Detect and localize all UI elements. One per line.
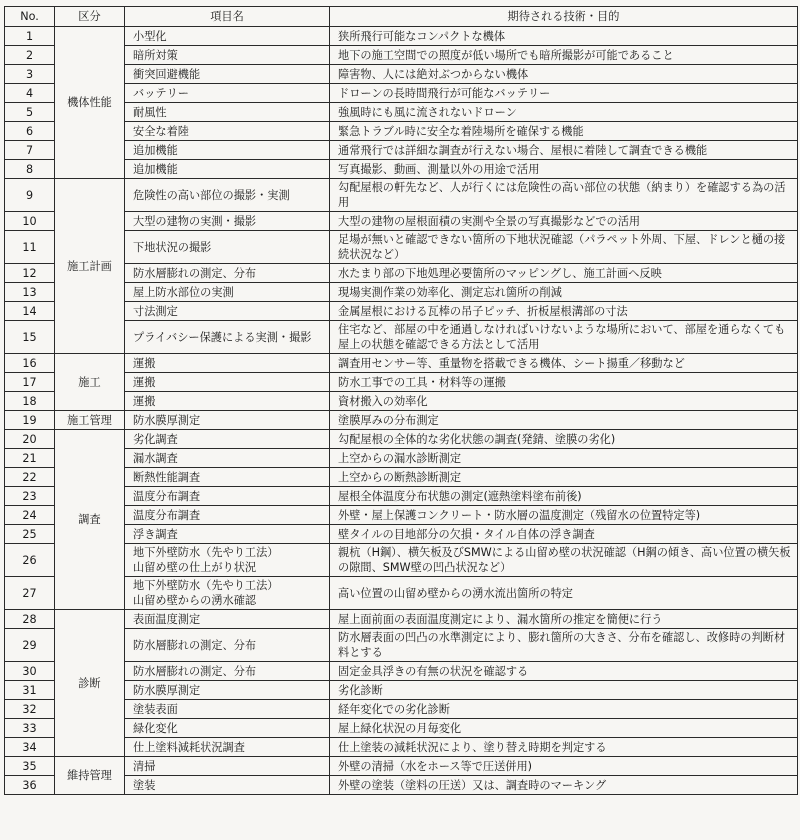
item-name-cell: 追加機能 bbox=[125, 160, 330, 179]
row-number: 1 bbox=[5, 27, 55, 46]
row-number: 25 bbox=[5, 525, 55, 544]
item-name-cell: 温度分布調査 bbox=[125, 487, 330, 506]
item-name-cell: 追加機能 bbox=[125, 141, 330, 160]
row-number: 11 bbox=[5, 231, 55, 264]
item-name-cell: 屋上防水部位の実測 bbox=[125, 283, 330, 302]
row-number: 29 bbox=[5, 629, 55, 662]
expected-technology-cell: 水たまり部の下地処理必要箇所のマッピングし、施工計画へ反映 bbox=[330, 264, 798, 283]
row-number: 19 bbox=[5, 411, 55, 430]
row-number: 18 bbox=[5, 392, 55, 411]
category-cell: 機体性能 bbox=[55, 27, 125, 179]
item-name-cell: 運搬 bbox=[125, 354, 330, 373]
item-name-cell: 地下外壁防水（先やり工法） 山留め壁の仕上がり状況 bbox=[125, 544, 330, 577]
expected-technology-cell: 外壁・屋上保護コンクリート・防水層の温度測定（残留水の位置特定等) bbox=[330, 506, 798, 525]
category-cell: 施工管理 bbox=[55, 411, 125, 430]
expected-technology-cell: 仕上塗装の減耗状況により、塗り替え時期を判定する bbox=[330, 738, 798, 757]
expected-technology-cell: 写真撮影、動画、測量以外の用途で活用 bbox=[330, 160, 798, 179]
expected-technology-cell: 防水工事での工具・材料等の運搬 bbox=[330, 373, 798, 392]
expected-technology-cell: 屋根全体温度分布状態の測定(遮熱塗料塗布前後) bbox=[330, 487, 798, 506]
item-name-cell: プライバシー保護による実測・撮影 bbox=[125, 321, 330, 354]
item-name-cell: 防水層膨れの測定、分布 bbox=[125, 264, 330, 283]
item-name-cell: 安全な着陸 bbox=[125, 122, 330, 141]
row-number: 21 bbox=[5, 449, 55, 468]
row-number: 8 bbox=[5, 160, 55, 179]
row-number: 30 bbox=[5, 662, 55, 681]
expected-technology-cell: 上空からの漏水診断測定 bbox=[330, 449, 798, 468]
table-body bbox=[5, 27, 798, 795]
row-number: 34 bbox=[5, 738, 55, 757]
expected-technology-cell: 障害物、人には絶対ぶつからない機体 bbox=[330, 65, 798, 84]
row-number: 27 bbox=[5, 577, 55, 610]
table-row bbox=[5, 179, 798, 212]
item-name-cell: 防水膜厚測定 bbox=[125, 681, 330, 700]
expected-technology-cell: 現場実測作業の効率化、測定忘れ箇所の削減 bbox=[330, 283, 798, 302]
expected-technology-cell: ドローンの長時間飛行が可能なバッテリー bbox=[330, 84, 798, 103]
table-row bbox=[5, 757, 798, 776]
expected-technology-cell: 外壁の清掃（水をホース等で圧送併用) bbox=[330, 757, 798, 776]
item-name-cell: 運搬 bbox=[125, 373, 330, 392]
item-name-cell: 劣化調査 bbox=[125, 430, 330, 449]
row-number: 6 bbox=[5, 122, 55, 141]
item-name-cell: バッテリー bbox=[125, 84, 330, 103]
row-number: 13 bbox=[5, 283, 55, 302]
table-row bbox=[5, 610, 798, 629]
row-number: 36 bbox=[5, 776, 55, 795]
item-name-cell: 塗装表面 bbox=[125, 700, 330, 719]
expected-technology-cell: 経年変化での劣化診断 bbox=[330, 700, 798, 719]
row-number: 10 bbox=[5, 212, 55, 231]
item-name-cell: 防水層膨れの測定、分布 bbox=[125, 662, 330, 681]
item-name-cell: 暗所対策 bbox=[125, 46, 330, 65]
row-number: 12 bbox=[5, 264, 55, 283]
item-name-cell: 小型化 bbox=[125, 27, 330, 46]
expected-technology-cell: 親杭（H鋼）、横矢板及びSMWによる山留め壁の状況確認（H鋼の傾き、高い位置の横矢板の隙間、SMW壁の凹凸状況など） bbox=[330, 544, 798, 577]
category-cell: 施工計画 bbox=[55, 179, 125, 354]
expected-technology-cell: 強風時にも風に流されないドローン bbox=[330, 103, 798, 122]
expected-technology-cell: 狭所飛行可能なコンパクトな機体 bbox=[330, 27, 798, 46]
header-no: No. bbox=[5, 7, 55, 27]
table-row bbox=[5, 27, 798, 46]
expected-technology-cell: 外壁の塗装（塗料の圧送）又は、調査時のマーキング bbox=[330, 776, 798, 795]
header-technology: 期待される技術・目的 bbox=[330, 7, 798, 27]
item-name-cell: 運搬 bbox=[125, 392, 330, 411]
row-number: 16 bbox=[5, 354, 55, 373]
item-name-cell: 防水層膨れの測定、分布 bbox=[125, 629, 330, 662]
expected-technology-cell: 地下の施工空間での照度が低い場所でも暗所撮影が可能であること bbox=[330, 46, 798, 65]
item-name-cell: 表面温度測定 bbox=[125, 610, 330, 629]
item-name-cell: 大型の建物の実測・撮影 bbox=[125, 212, 330, 231]
expected-technology-cell: 壁タイルの目地部分の欠損・タイル自体の浮き調査 bbox=[330, 525, 798, 544]
expected-technology-cell: 塗膜厚みの分布測定 bbox=[330, 411, 798, 430]
expected-technology-cell: 金属屋根における瓦棒の吊子ピッチ、折板屋根溝部の寸法 bbox=[330, 302, 798, 321]
row-number: 15 bbox=[5, 321, 55, 354]
table-row bbox=[5, 354, 798, 373]
item-name-cell: 漏水調査 bbox=[125, 449, 330, 468]
item-name-cell: 寸法測定 bbox=[125, 302, 330, 321]
technology-requirements-table bbox=[4, 6, 798, 795]
item-name-cell: 断熱性能調査 bbox=[125, 468, 330, 487]
expected-technology-cell: 劣化診断 bbox=[330, 681, 798, 700]
item-name-cell: 地下外壁防水（先やり工法） 山留め壁からの湧水確認 bbox=[125, 577, 330, 610]
category-cell: 診断 bbox=[55, 610, 125, 757]
expected-technology-cell: 調査用センサー等、重量物を搭載できる機体、シート揚重／移動など bbox=[330, 354, 798, 373]
expected-technology-cell: 通常飛行では詳細な調査が行えない場合、屋根に着陸して調査できる機能 bbox=[330, 141, 798, 160]
item-name-cell: 防水膜厚測定 bbox=[125, 411, 330, 430]
row-number: 2 bbox=[5, 46, 55, 65]
row-number: 31 bbox=[5, 681, 55, 700]
row-number: 4 bbox=[5, 84, 55, 103]
item-name-cell: 清掃 bbox=[125, 757, 330, 776]
header-item: 項目名 bbox=[125, 7, 330, 27]
item-name-cell: 緑化変化 bbox=[125, 719, 330, 738]
item-name-cell: 塗装 bbox=[125, 776, 330, 795]
item-name-cell: 衝突回避機能 bbox=[125, 65, 330, 84]
expected-technology-cell: 防水層表面の凹凸の水準測定により、膨れ箇所の大きさ、分布を確認し、改修時の判断材料とする bbox=[330, 629, 798, 662]
expected-technology-cell: 勾配屋根の全体的な劣化状態の調査(発錆、塗膜の劣化) bbox=[330, 430, 798, 449]
table-row bbox=[5, 430, 798, 449]
row-number: 20 bbox=[5, 430, 55, 449]
expected-technology-cell: 高い位置の山留め壁からの湧水流出箇所の特定 bbox=[330, 577, 798, 610]
category-cell: 施工 bbox=[55, 354, 125, 411]
category-cell: 調査 bbox=[55, 430, 125, 610]
item-name-cell: 仕上塗料減耗状況調査 bbox=[125, 738, 330, 757]
row-number: 28 bbox=[5, 610, 55, 629]
expected-technology-cell: 屋上面前面の表面温度測定により、漏水箇所の推定を簡便に行う bbox=[330, 610, 798, 629]
expected-technology-cell: 上空からの断熱診断測定 bbox=[330, 468, 798, 487]
expected-technology-cell: 屋上緑化状況の月毎変化 bbox=[330, 719, 798, 738]
row-number: 23 bbox=[5, 487, 55, 506]
expected-technology-cell: 足場が無いと確認できない箇所の下地状況確認（パラペット外周、下屋、ドレンと樋の接続状況など） bbox=[330, 231, 798, 264]
expected-technology-cell: 勾配屋根の軒先など、人が行くには危険性の高い部位の状態（納まり）を確認する為の活用 bbox=[330, 179, 798, 212]
expected-technology-cell: 固定金具浮きの有無の状況を確認する bbox=[330, 662, 798, 681]
row-number: 22 bbox=[5, 468, 55, 487]
row-number: 26 bbox=[5, 544, 55, 577]
row-number: 35 bbox=[5, 757, 55, 776]
row-number: 32 bbox=[5, 700, 55, 719]
expected-technology-cell: 大型の建物の屋根面積の実測や全景の写真撮影などでの活用 bbox=[330, 212, 798, 231]
item-name-cell: 耐風性 bbox=[125, 103, 330, 122]
table-row bbox=[5, 411, 798, 430]
category-cell: 維持管理 bbox=[55, 757, 125, 795]
row-number: 24 bbox=[5, 506, 55, 525]
row-number: 3 bbox=[5, 65, 55, 84]
expected-technology-cell: 資材搬入の効率化 bbox=[330, 392, 798, 411]
item-name-cell: 浮き調査 bbox=[125, 525, 330, 544]
row-number: 33 bbox=[5, 719, 55, 738]
header-category: 区分 bbox=[55, 7, 125, 27]
row-number: 17 bbox=[5, 373, 55, 392]
expected-technology-cell: 住宅など、部屋の中を通過しなければいけないような場所において、部屋を通らなくても屋上の状態を確認できる方法として活用 bbox=[330, 321, 798, 354]
item-name-cell: 下地状況の撮影 bbox=[125, 231, 330, 264]
row-number: 14 bbox=[5, 302, 55, 321]
row-number: 5 bbox=[5, 103, 55, 122]
item-name-cell: 温度分布調査 bbox=[125, 506, 330, 525]
expected-technology-cell: 緊急トラブル時に安全な着陸場所を確保する機能 bbox=[330, 122, 798, 141]
item-name-cell: 危険性の高い部位の撮影・実測 bbox=[125, 179, 330, 212]
row-number: 7 bbox=[5, 141, 55, 160]
header-row bbox=[5, 7, 798, 27]
row-number: 9 bbox=[5, 179, 55, 212]
